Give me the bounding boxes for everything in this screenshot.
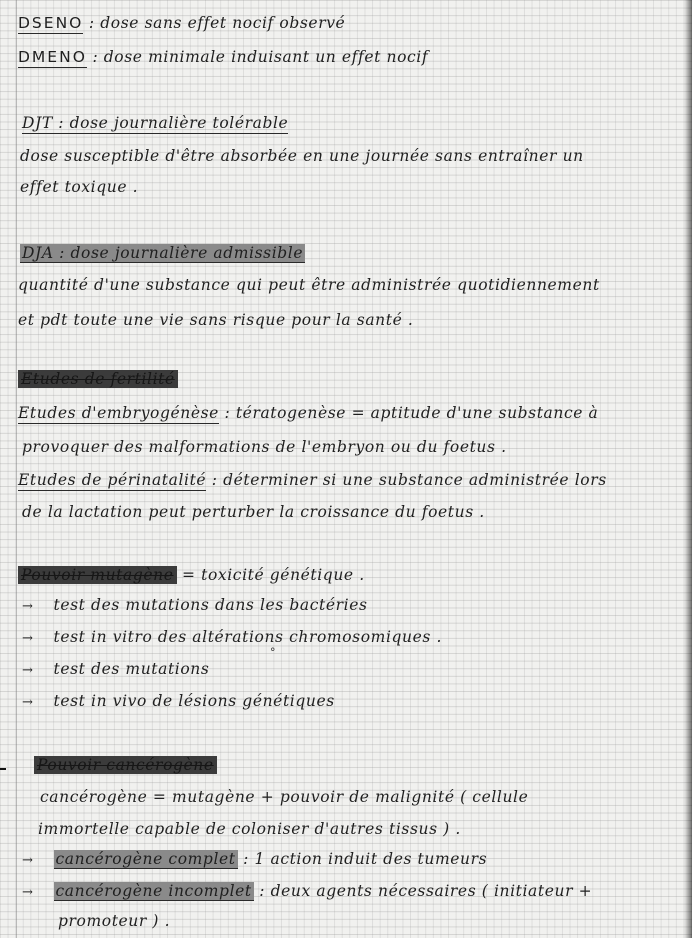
cancerogene-line-2: immortelle capable de coloniser d'autres tissus ) .	[38, 820, 461, 838]
fertilite-heading: Etudes de fertilité	[18, 370, 178, 388]
dja-heading-line	[20, 238, 692, 268]
perinat-text: : déterminer si une substance administrée lors	[211, 471, 607, 489]
fertilite-heading-line	[18, 364, 692, 394]
mutagene-item	[22, 654, 692, 684]
arrow-icon: →	[22, 695, 34, 710]
mutagene-item	[22, 590, 692, 620]
arrow-icon: →	[22, 599, 34, 614]
perinat-line-2: de la lactation peut perturber la croissance du foetus .	[22, 503, 485, 521]
cancerogene-complet-line	[22, 844, 692, 874]
djt-heading-line	[22, 108, 692, 138]
perinat-label: Etudes de périnatalité	[18, 471, 207, 489]
dja-heading: DJA : dose journalière admissible	[22, 244, 304, 262]
arrow-icon: →	[22, 853, 34, 868]
mutagene-item-text: test des mutations dans les bactéries	[53, 596, 368, 614]
cancerogene-line-1: cancérogène = mutagène + pouvoir de malignité ( cellule	[40, 788, 529, 806]
cancerogene-incomplet-line-2: promoteur ) .	[58, 912, 171, 930]
cancerogene-complet-text: : 1 action induit des tumeurs	[243, 850, 488, 868]
embryo-line-1	[18, 398, 692, 428]
mutagene-heading-line	[18, 560, 692, 590]
dmeno-line	[18, 42, 692, 72]
dseno-definition: : dose sans effet nocif observé	[88, 14, 346, 32]
embryo-text: : tératogenèse = aptitude d'une substance à	[224, 404, 599, 422]
embryo-label: Etudes d'embryogénèse	[18, 404, 219, 422]
embryo-line-2: provoquer des malformations de l'embryon ou du foetus .	[22, 438, 507, 456]
dja-line-2: et pdt toute une vie sans risque pour la santé .	[18, 311, 414, 329]
dseno-line	[18, 8, 692, 38]
dmeno-definition: : dose minimale induisant un effet nocif	[92, 48, 429, 66]
arrow-icon: →	[22, 663, 34, 678]
mutagene-heading-rest: = toxicité génétique .	[182, 566, 365, 584]
cancerogene-incomplet-label: cancérogène incomplet	[55, 882, 252, 900]
cancerogene-heading: Pouvoir cancérogène	[34, 756, 217, 774]
mutagene-item	[22, 622, 692, 652]
cancerogene-incomplet-text: : deux agents nécessaires ( initiateur +	[259, 882, 593, 900]
margin-tick	[0, 768, 6, 770]
djt-heading: DJT : dose journalière tolérable	[22, 114, 289, 132]
arrow-icon: →	[22, 631, 34, 646]
dja-line-1: quantité d'une substance qui peut être administrée quotidiennement	[18, 276, 600, 294]
dmeno-term: DMENO	[18, 48, 87, 66]
cancerogene-heading-line	[34, 750, 692, 780]
perinat-line-1	[18, 465, 692, 495]
mutagene-item	[22, 686, 692, 716]
cancerogene-complet-label: cancérogène complet	[55, 850, 236, 868]
djt-line-2: effet toxique .	[20, 178, 139, 196]
mutagene-item-text: test in vitro des altérations chromosomiques .	[53, 628, 442, 646]
dseno-term: DSENO	[18, 14, 84, 32]
djt-line-1: dose susceptible d'être absorbée en une journée sans entraîner un	[20, 147, 584, 165]
cancerogene-incomplet-line	[22, 876, 692, 906]
mutagene-item-text: test des mutations	[53, 660, 210, 678]
mutagene-heading: Pouvoir mutagène	[18, 566, 177, 584]
stray-mark: °	[270, 646, 276, 659]
arrow-icon: →	[22, 885, 34, 900]
mutagene-item-text: test in vivo de lésions génétiques	[53, 692, 335, 710]
